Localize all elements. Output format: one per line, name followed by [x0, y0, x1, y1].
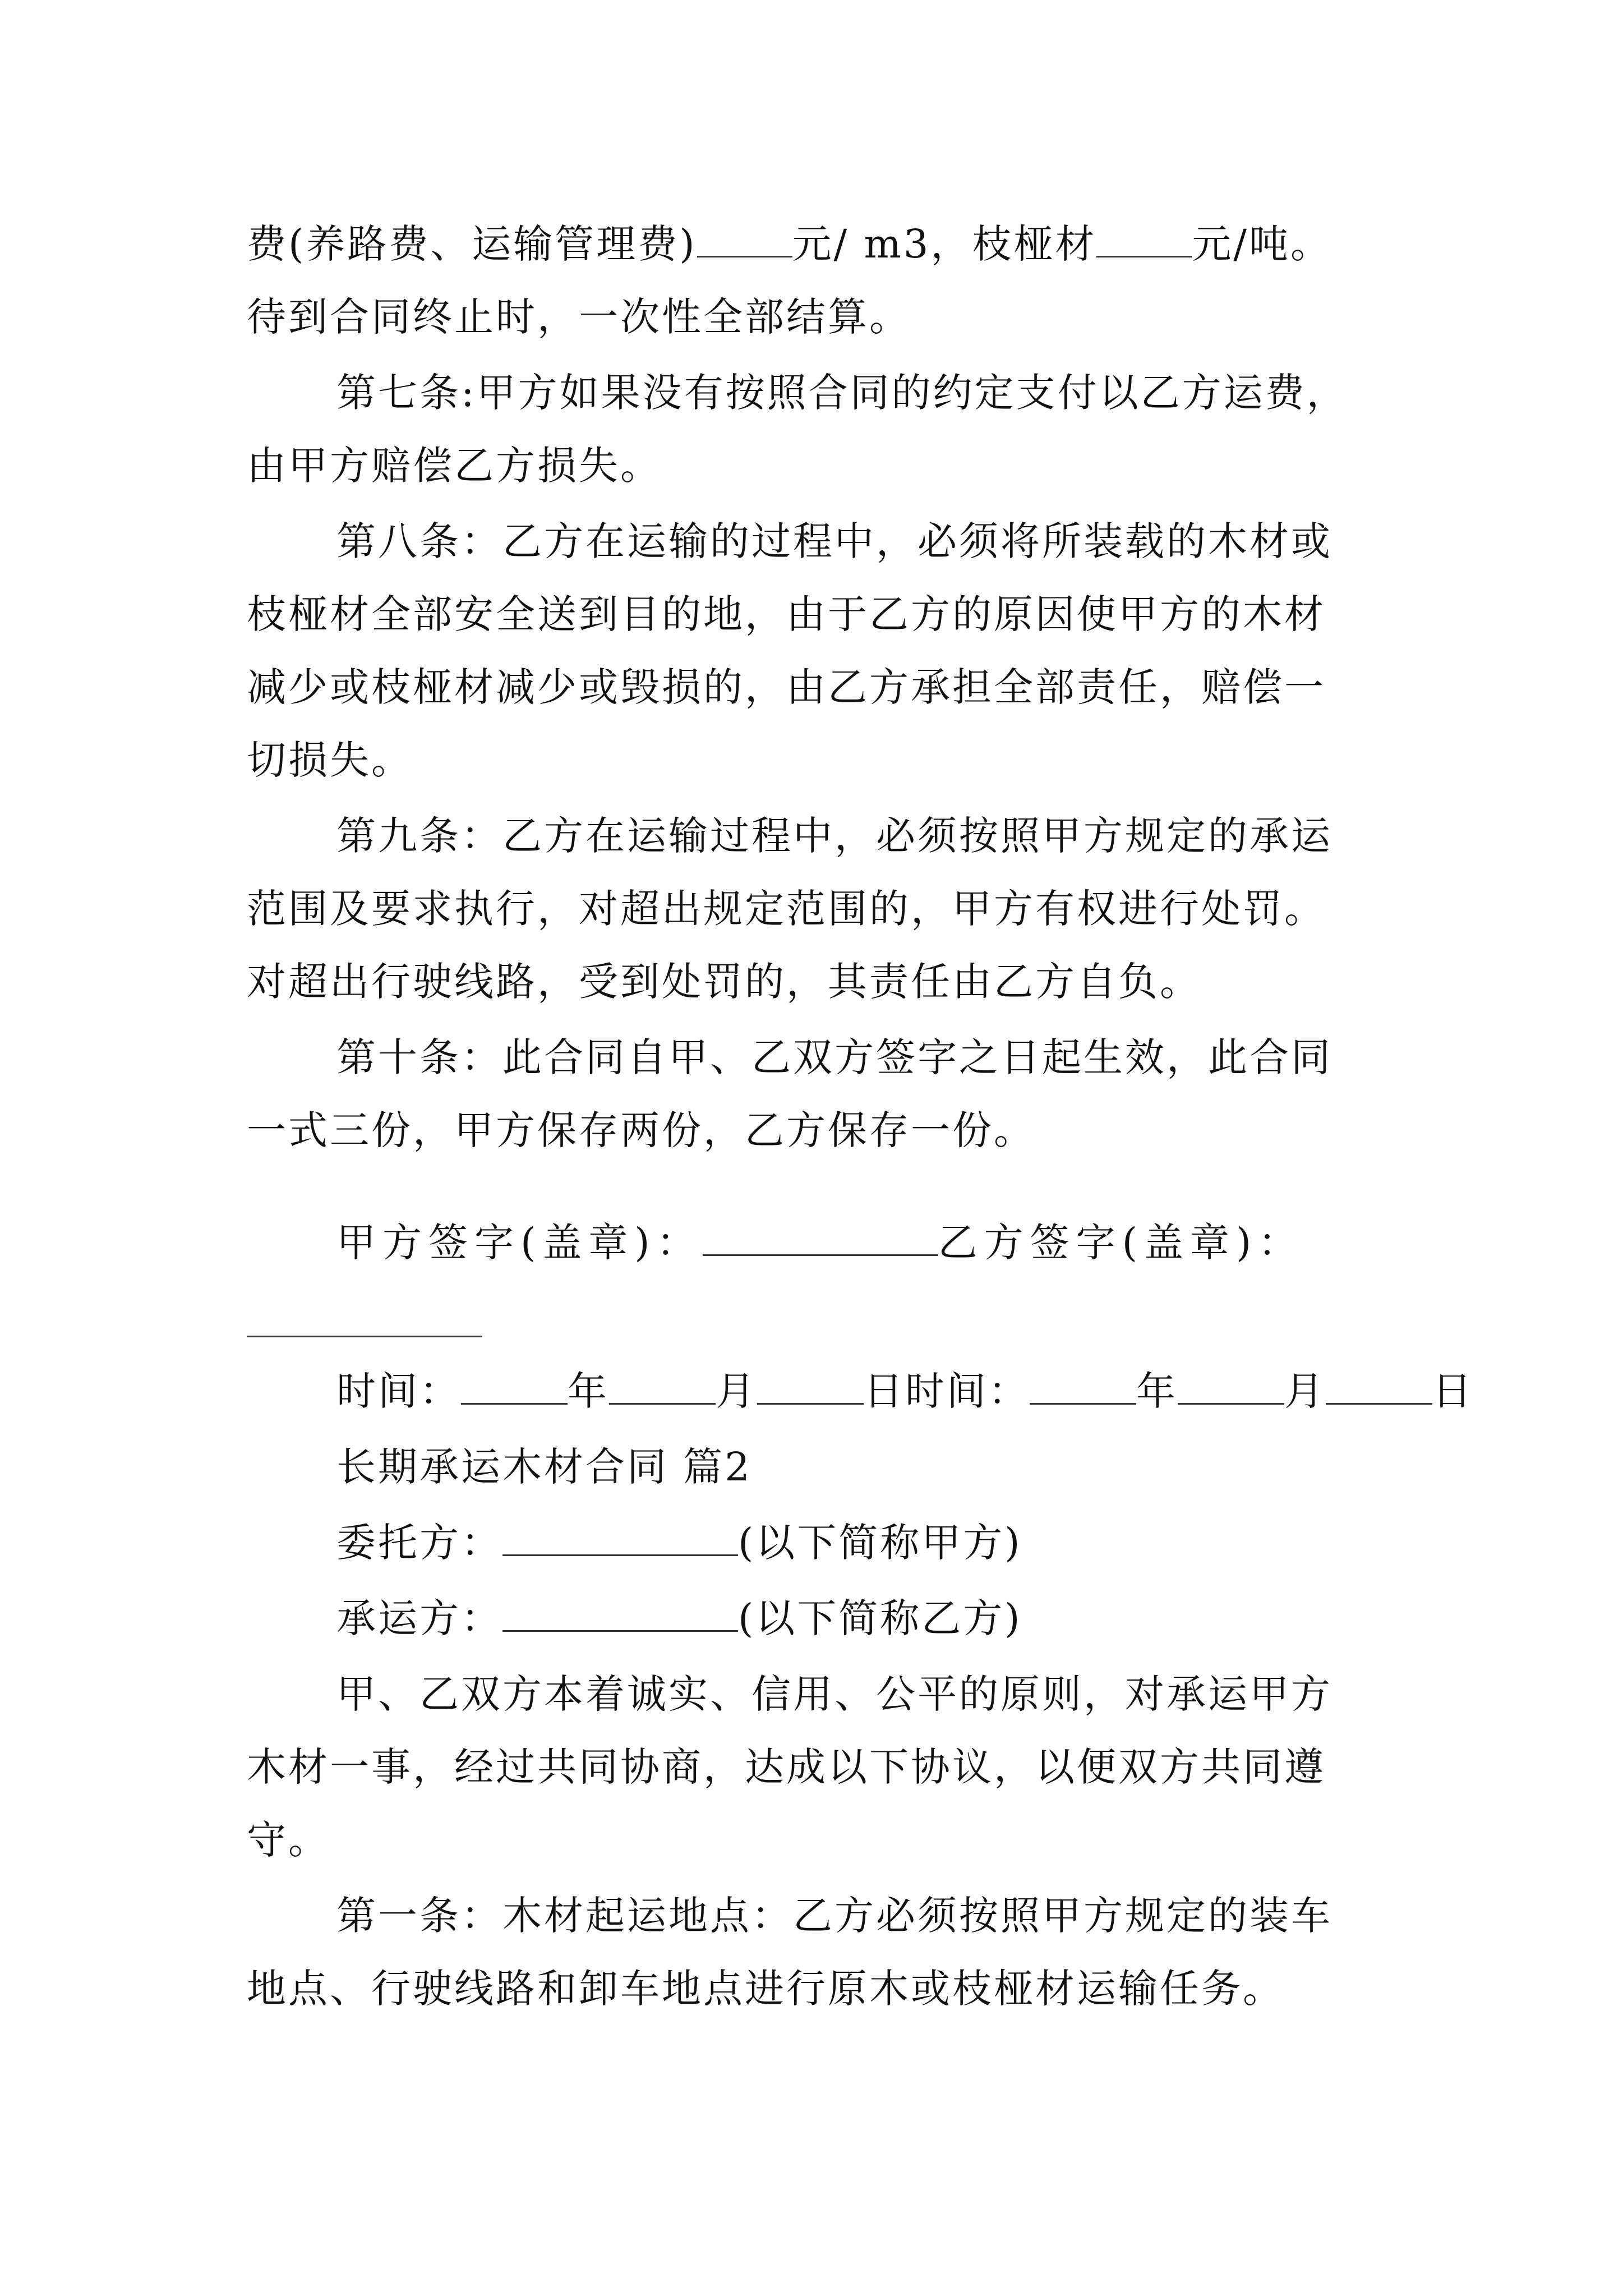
party-b-signature-blank	[247, 1336, 482, 1337]
intro-line: 木材一事，经过共同协商，达成以下协议，以便双方共同遵	[247, 1744, 1326, 1790]
blank-field	[757, 1364, 864, 1405]
blank-field	[1096, 217, 1192, 257]
paragraph-line	[247, 216, 1332, 272]
client-suffix: (以下简称甲方)	[738, 1520, 1022, 1566]
text-span: 元/吨。	[1192, 221, 1332, 267]
time-label: 时间：	[336, 1368, 461, 1414]
carrier-suffix: (以下简称乙方)	[738, 1595, 1022, 1641]
party-a-signature-label: 甲方签字(盖章)：	[336, 1220, 703, 1266]
blank-field	[697, 217, 792, 257]
client-blank	[502, 1515, 738, 1556]
carrier-blank	[502, 1591, 738, 1632]
party-b-signature-label: 乙方签字(盖章)：	[938, 1220, 1304, 1266]
article-7-line: 第七条:甲方如果没有按照合同的约定支付以乙方运费，	[336, 370, 1348, 416]
article-10-line: 第十条：此合同自甲、乙双方签字之日起生效，此合同	[336, 1034, 1332, 1080]
day-label: 日	[1432, 1368, 1474, 1414]
article-1-line: 地点、行驶线路和卸车地点进行原木或枝桠材运输任务。	[247, 1966, 1284, 2012]
text-span: 元/ m3，枝桠材	[792, 221, 1097, 267]
section-2-title: 长期承运木材合同 篇2	[336, 1444, 752, 1490]
carrier-label: 承运方：	[336, 1595, 502, 1641]
article-8-line: 第八条：乙方在运输的过程中，必须将所装载的木材或	[336, 518, 1332, 564]
blank-field	[609, 1364, 716, 1405]
day-label: 日	[864, 1368, 905, 1414]
blank-field	[1326, 1364, 1432, 1405]
year-label: 年	[1136, 1368, 1178, 1414]
paragraph-line: 待到合同终止时，一次性全部结算。	[247, 294, 911, 340]
article-8-line: 切损失。	[247, 737, 413, 783]
intro-line: 守。	[247, 1817, 330, 1863]
year-label: 年	[568, 1368, 609, 1414]
article-8-line: 减少或枝桠材减少或毁损的，由乙方承担全部责任，赔偿一	[247, 664, 1326, 710]
article-8-line: 枝桠材全部安全送到目的地，由于乙方的原因使甲方的木材	[247, 591, 1326, 637]
client-label: 委托方：	[336, 1520, 502, 1566]
blank-field	[461, 1364, 568, 1405]
article-9-line: 对超出行驶线路，受到处罚的，其责任由乙方自负。	[247, 959, 1201, 1005]
month-label: 月	[716, 1368, 757, 1414]
client-line	[336, 1515, 1022, 1571]
intro-line: 甲、乙双方本着诚实、信用、公平的原则，对承运甲方	[336, 1671, 1332, 1717]
article-1-line: 第一条：木材起运地点：乙方必须按照甲方规定的装车	[336, 1893, 1332, 1939]
article-9-line: 范围及要求执行，对超出规定范围的，甲方有权进行处罚。	[247, 886, 1326, 932]
blank-field	[1030, 1364, 1136, 1405]
article-7-line: 由甲方赔偿乙方损失。	[247, 443, 662, 489]
article-10-line: 一式三份，甲方保存两份，乙方保存一份。	[247, 1107, 1035, 1153]
signature-line	[336, 1214, 1304, 1271]
carrier-line	[336, 1590, 1022, 1646]
party-a-signature-blank	[703, 1215, 938, 1256]
article-9-line: 第九条：乙方在运输过程中，必须按照甲方规定的承运	[336, 813, 1332, 859]
text-span: 费(养路费、运输管理费)	[247, 221, 697, 267]
date-line	[336, 1363, 1474, 1419]
month-label: 月	[1284, 1368, 1326, 1414]
blank-field	[1178, 1364, 1284, 1405]
time-label: 时间：	[905, 1368, 1030, 1414]
